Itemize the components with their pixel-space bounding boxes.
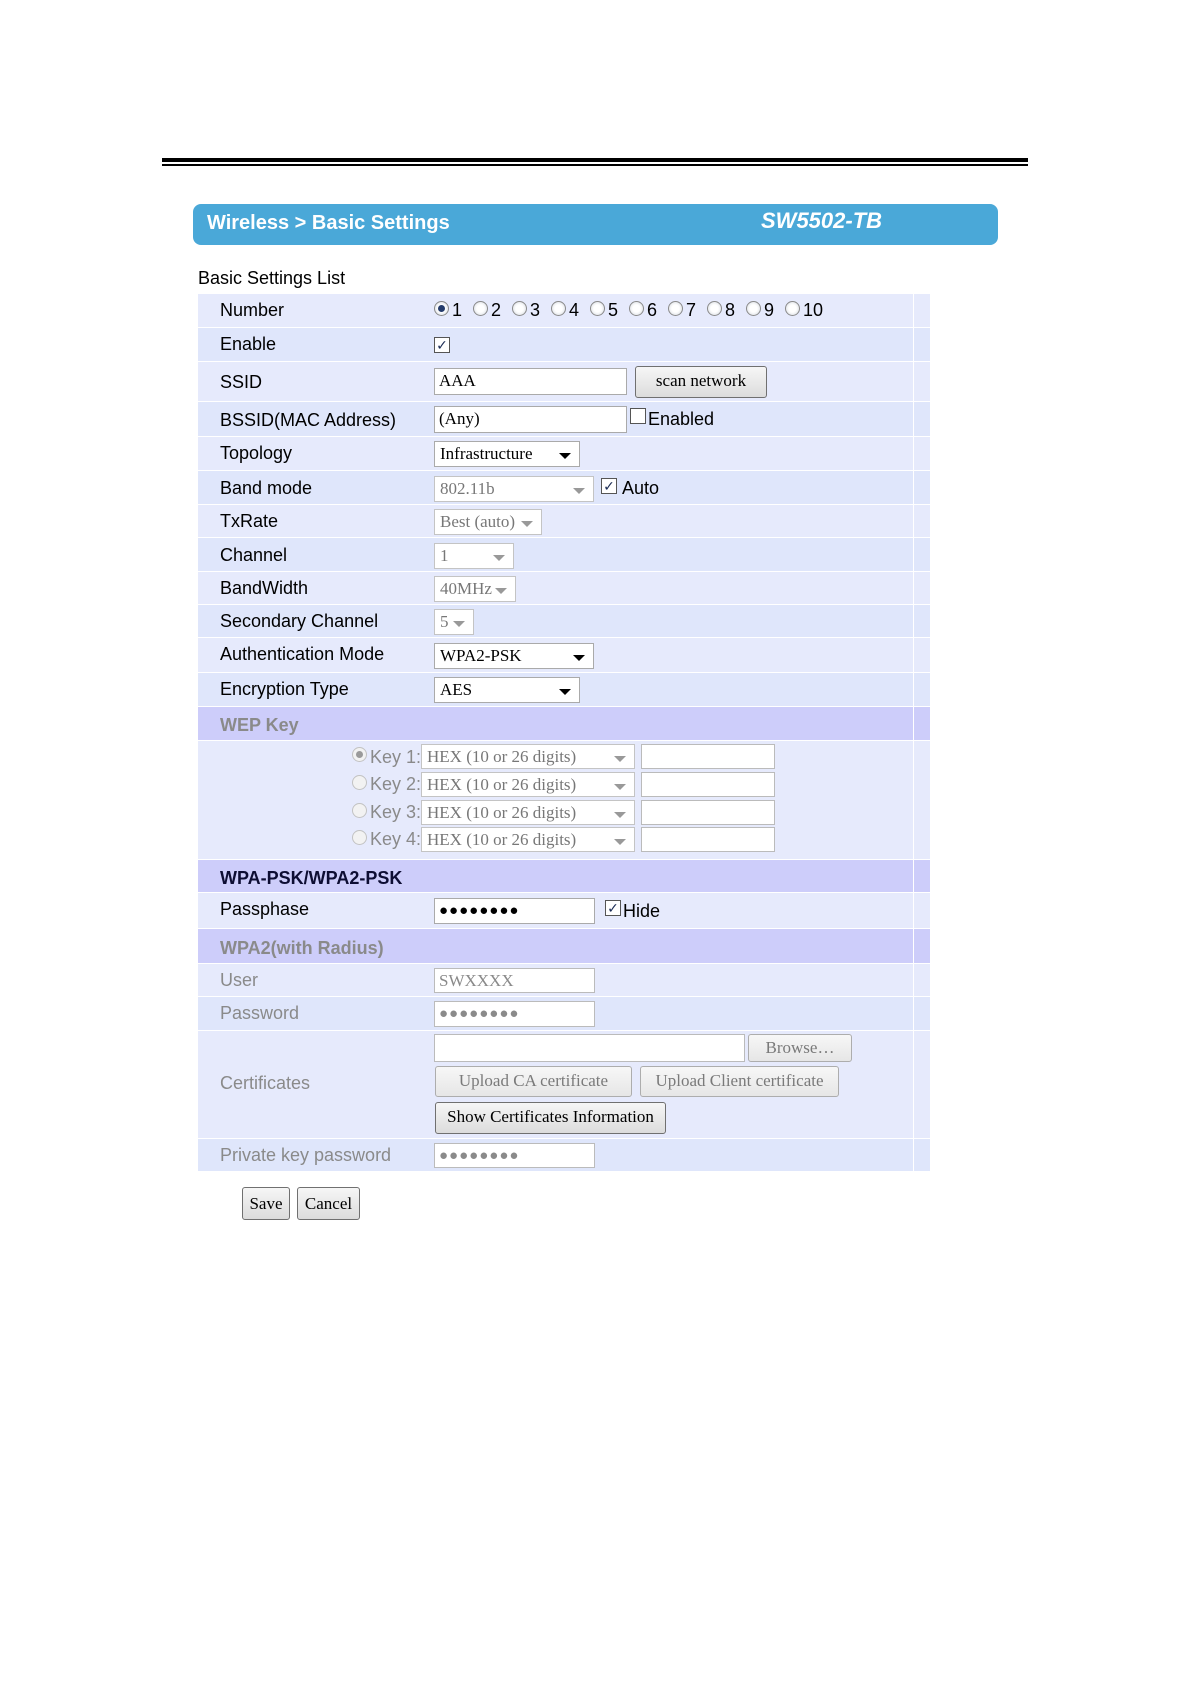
page-top-rule [162,158,1028,162]
row-bssid [198,401,930,436]
page-banner [193,204,998,245]
bandwidth-select[interactable] [434,576,516,602]
number-option-7: 7 [686,300,697,320]
password-label: Password [220,1003,300,1023]
bssid-input[interactable]: (Any) [434,406,627,433]
number-option-5: 5 [608,300,619,320]
wep-key-1-label: Key 1: [370,747,422,767]
number-option-3: 3 [530,300,541,320]
wep-key-2-label: Key 2: [370,774,422,794]
bssid-enabled-checkbox[interactable] [630,408,646,424]
row-topology [198,436,930,470]
number-radio-10[interactable] [785,301,800,316]
band-mode-select[interactable] [434,476,594,502]
user-input[interactable]: SWXXXX [434,968,595,993]
band-mode-label: Band mode [220,478,313,498]
number-label: Number [220,300,285,320]
wep-key-3-format-select[interactable] [421,800,635,825]
number-option-9: 9 [764,300,775,320]
upload-ca-certificate-button[interactable]: Upload CA certificate [435,1066,632,1097]
row-certificates [198,1030,930,1138]
bandwidth-label: BandWidth [220,578,309,598]
wep-key-1-radio[interactable] [352,747,367,762]
row-channel [198,537,930,571]
enable-label: Enable [220,334,277,354]
wep-key-4-label: Key 4: [370,829,422,849]
chevron-down-icon [614,756,626,762]
channel-label: Channel [220,545,288,565]
row-user [198,963,930,996]
bandwidth-value: 40MHz [440,579,492,598]
hide-checkbox[interactable]: ✓ [605,900,621,916]
bssid-enabled-label: Enabled [648,409,715,429]
number-radio-9[interactable] [746,301,761,316]
number-radio-2[interactable] [473,301,488,316]
page-title: Wireless > Basic Settings [207,212,450,234]
chevron-down-icon [614,784,626,790]
wep-key-3-input[interactable] [641,800,775,825]
row-enable [198,327,930,361]
row-encryption-type [198,672,930,706]
wep-key-2-radio[interactable] [352,775,367,790]
row-number [198,293,930,327]
number-radio-3[interactable] [512,301,527,316]
ssid-label: SSID [220,372,263,392]
encryption-type-select[interactable] [434,677,580,703]
section-wep-key [198,706,930,740]
number-radio-8[interactable] [707,301,722,316]
wep-key-3-format: HEX (10 or 26 digits) [427,803,577,822]
show-certificates-information-button[interactable]: Show Certificates Information [435,1102,666,1134]
encryption-type-value: AES [440,680,473,699]
row-passphase [198,892,930,928]
secondary-channel-value: 5 [440,612,449,631]
chevron-down-icon [573,488,585,494]
wep-key-2-format: HEX (10 or 26 digits) [427,775,577,794]
topology-select[interactable] [434,441,580,467]
save-button[interactable]: Save [242,1187,290,1220]
wep-key-heading: WEP Key [220,715,299,735]
authentication-mode-value: WPA2-PSK [440,646,522,665]
wep-key-1-input[interactable] [641,744,775,769]
row-wep-keys [198,740,930,859]
chevron-down-icon [614,812,626,818]
txrate-value: Best (auto) [440,512,516,531]
number-option-6: 6 [647,300,658,320]
wpa2-radius-heading: WPA2(with Radius) [220,938,384,958]
number-radio-5[interactable] [590,301,605,316]
row-private-key-password [198,1138,930,1171]
number-radio-6[interactable] [629,301,644,316]
chevron-down-icon [559,453,571,459]
row-ssid [198,361,930,401]
wep-key-1-format: HEX (10 or 26 digits) [427,747,577,766]
number-radio-7[interactable] [668,301,683,316]
row-password [198,996,930,1030]
password-input[interactable]: ●●●●●●●● [434,1001,595,1027]
wep-key-3-label: Key 3: [370,802,422,822]
number-option-2: 2 [491,300,502,320]
secondary-channel-select[interactable] [434,609,474,635]
section-wpa2-radius [198,928,930,963]
scan-network-button[interactable]: scan network [635,366,767,398]
bssid-label: BSSID(MAC Address) [220,410,397,430]
band-auto-label: Auto [622,478,660,498]
wep-key-4-input[interactable] [641,827,775,852]
private-key-password-input[interactable]: ●●●●●●●● [434,1143,595,1168]
certificates-label: Certificates [220,1073,311,1093]
wep-key-4-format: HEX (10 or 26 digits) [427,830,577,849]
number-option-1: 1 [452,300,463,320]
number-option-8: 8 [725,300,736,320]
chevron-down-icon [614,839,626,845]
row-bandwidth [198,571,930,604]
private-key-password-label: Private key password [220,1145,392,1165]
channel-select[interactable] [434,543,514,569]
txrate-label: TxRate [220,511,279,531]
band-auto-checkbox[interactable]: ✓ [601,478,617,494]
section-wpa-psk [198,859,930,892]
certificate-file-input[interactable] [434,1034,745,1062]
channel-value: 1 [440,546,449,565]
row-authentication-mode [198,637,930,672]
number-radio-1[interactable] [434,301,449,316]
wep-key-4-radio[interactable] [352,830,367,845]
chevron-down-icon [453,621,465,627]
row-secondary-channel [198,604,930,637]
upload-client-certificate-button[interactable]: Upload Client certificate [640,1066,839,1097]
settings-list-title: Basic Settings List [198,268,346,288]
chevron-down-icon [521,521,533,527]
row-txrate [198,504,930,537]
wpa-psk-heading: WPA-PSK/WPA2-PSK [220,868,403,888]
wep-key-4-format-select[interactable] [421,827,635,852]
number-option-4: 4 [569,300,580,320]
authentication-mode-select[interactable] [434,643,594,669]
cancel-button[interactable]: Cancel [297,1187,360,1220]
browse-button[interactable]: Browse… [748,1034,852,1062]
chevron-down-icon [573,655,585,661]
ssid-input[interactable]: AAA [434,368,627,395]
user-label: User [220,970,259,990]
chevron-down-icon [559,689,571,695]
page-top-rule-thin [162,164,1028,166]
number-radio-4[interactable] [551,301,566,316]
topology-value: Infrastructure [440,444,533,463]
wep-key-1-format-select[interactable] [421,744,635,769]
passphase-input[interactable]: ●●●●●●●● [434,898,595,924]
enable-checkbox[interactable]: ✓ [434,337,450,353]
device-model: SW5502-TB [761,208,883,233]
band-mode-value: 802.11b [440,479,495,498]
number-option-10: 10 [803,300,824,320]
wep-key-3-radio[interactable] [352,803,367,818]
txrate-select[interactable] [434,509,542,535]
topology-label: Topology [220,443,293,463]
authentication-mode-label: Authentication Mode [220,644,385,664]
wep-key-2-input[interactable] [641,772,775,797]
row-band-mode [198,470,930,504]
hide-label: Hide [623,901,661,921]
passphase-label: Passphase [220,899,310,919]
secondary-channel-label: Secondary Channel [220,611,379,631]
chevron-down-icon [493,555,505,561]
chevron-down-icon [495,588,507,594]
wep-key-2-format-select[interactable] [421,772,635,797]
encryption-type-label: Encryption Type [220,679,349,699]
